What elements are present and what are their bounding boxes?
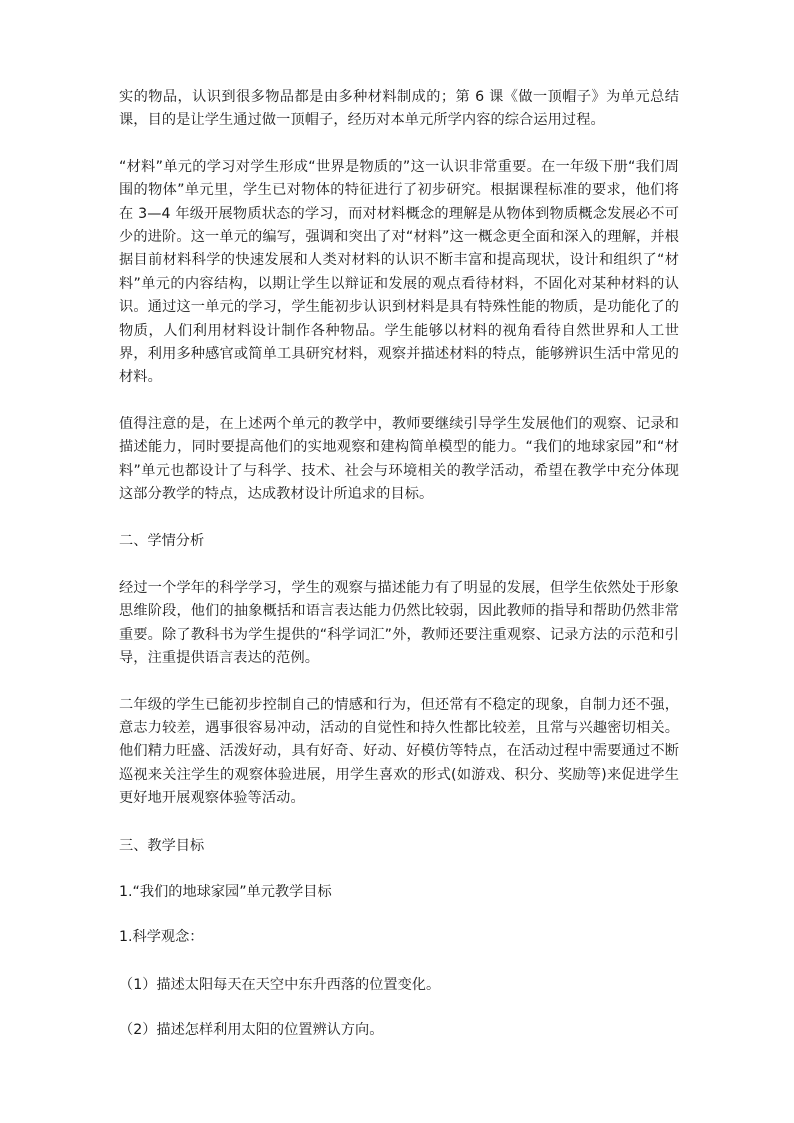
section-heading-teaching-goals: 三、教学目标 [119,837,205,854]
paragraph-analysis-behavior: 二年级的学生已能初步控制自己的情感和行为，但还常有不稳定的现象，自制力还不强，意志力较差，遇事很容易冲动，活动的自觉性和持久性都比较差，且常与兴趣密切相关。他们精力旺盛、活泼好动，具有好奇、好动、好模仿等特点，在活动过程中需要通过不断巡视来关注学生的观察体验进展，用学生喜欢的形式(如游戏、积分、奖励等)来促进学生更好地开展观察体验等活动。 [119,696,679,807]
section-heading-student-analysis: 二、学情分析 [119,532,205,549]
document-page [119,86,679,1043]
paragraph-teaching-notes: 值得注意的是，在上述两个单元的教学中，教师要继续引导学生发展他们的观察、记录和描述能力，同时要提高他们的实地观察和建构简单模型的能力。“我们的地球家园”和“材料”单元也都设计了与科学、技术、社会与环境相关的教学活动，希望在教学中充分体现这部分教学的特点，达成教材设计所追求的目标。 [119,415,679,503]
paragraph-analysis-ability: 经过一个学年的科学学习，学生的观察与描述能力有了明显的发展，但学生依然处于形象思维阶段，他们的抽象概括和语言表达能力仍然比较弱，因此教师的指导和帮助仍然非常重要。除了教科书为学生提供的“科学词汇”外，教师还要注重观察、记录方法的示范和引导，注重提供语言表达的范例。 [119,579,679,667]
goal-title: 1.“我们的地球家园”单元教学目标 [119,883,332,900]
goal-subtitle: 1.科学观念： [119,929,204,946]
goal-item: （2）描述怎样利用太阳的位置辨认方向。 [119,1022,384,1039]
paragraph-materials-unit: “材料”单元的学习对学生形成“世界是物质的”这一认识非常重要。在一年级下册“我们周围的物体”单元里，学生已对物体的特征进行了初步研究。根据课程标准的要求，他们将在 3—4 年级开展物质状态的学习，而对材料概念的理解是从物体到物质概念发展必不可少的进阶。这一单元的编写，强调和突出了对“材料”这一概念更全面和深入的理解，并根据目前材料科学的快速发展和人类对材料的认识不断丰富和提高现状，设计和组织了“材料”单元的内容结构，以期让学生以辩证和发展的观点看待材料，不固化对某种材料的认识。通过这一单元的学习，学生能初步认识到材料是具有特殊性能的物质，是功能化了的物质，人们利用材料设计制作各种物品。学生能够以材料的视角看待自然世界和人工世界，利用多种感官或简单工具研究材料，观察并描述材料的特点，能够辨识生活中常见的材料。 [119,158,679,386]
goal-item: （1）描述太阳每天在天空中东升西落的位置变化。 [119,976,441,993]
paragraph-materials-intro: 实的物品，认识到很多物品都是由多种材料制成的；第 6 课《做一顶帽子》为单元总结课，目的是让学生通过做一顶帽子，经历对本单元所学内容的综合运用过程。 [119,89,679,129]
